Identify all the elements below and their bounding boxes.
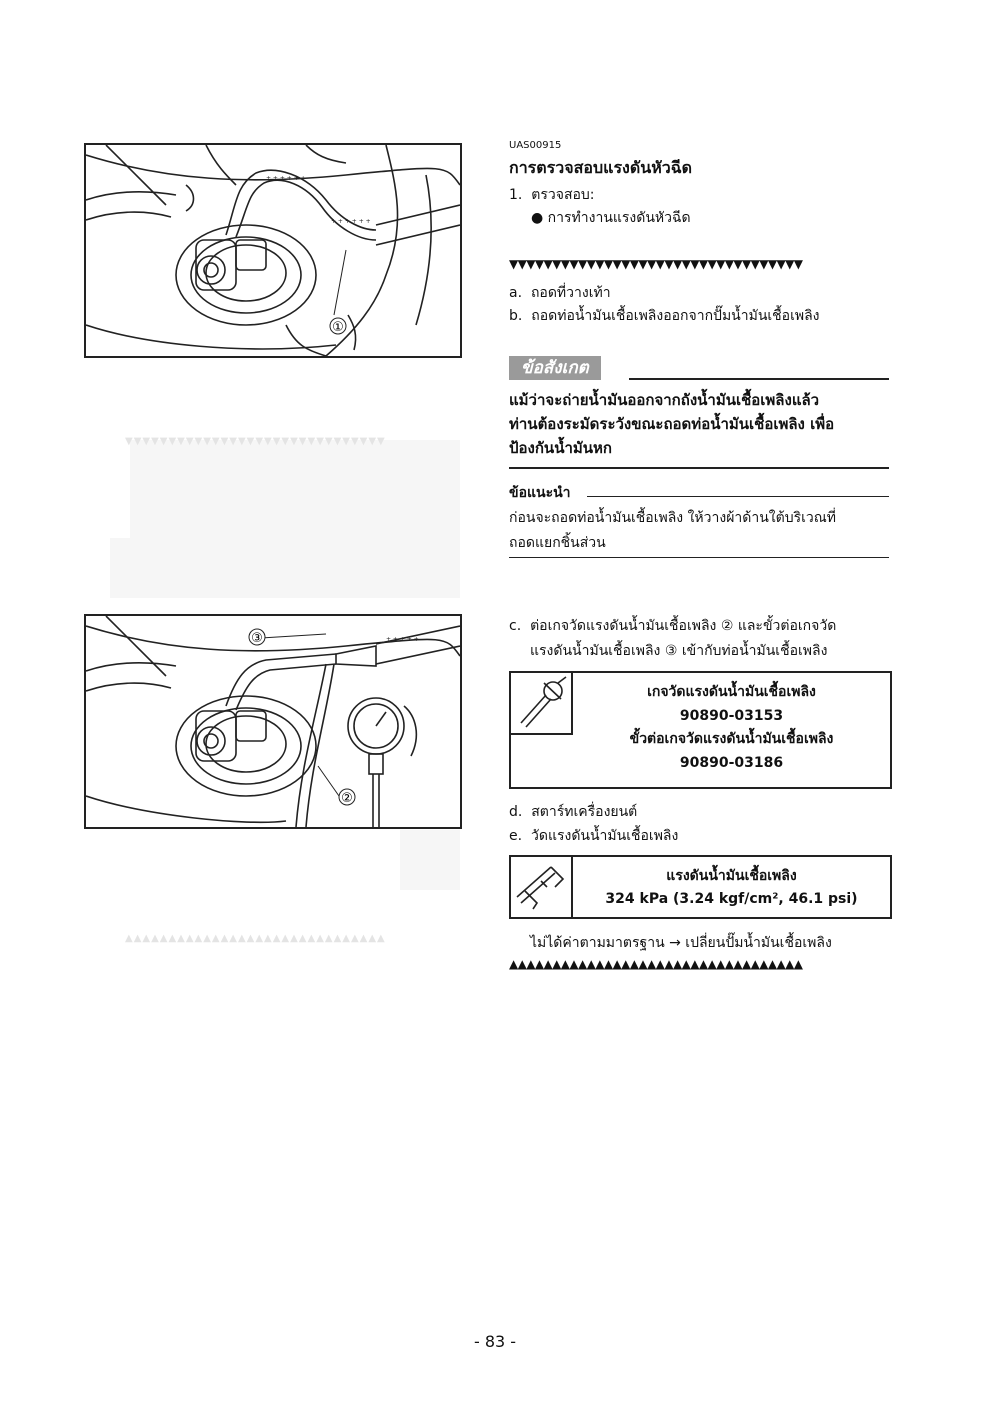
tip-line: ก่อนจะถอดท่อน้ำมันเชื้อเพลิง ให้วางผ้าด้านใต้บริเวณที่ (509, 510, 837, 526)
tool-part-number: 90890-03153 (679, 707, 784, 724)
step-c-line1: ต่อเกจวัดแรงดันน้ำมันเชื้อเพลิง ② และขั้วต่อเกจวัด (530, 618, 837, 634)
page-number: - 83 - (473, 1332, 517, 1351)
note-line: ป้องกันน้ำมันหก (509, 439, 612, 457)
fuel-pump-illustration-2 (86, 616, 460, 827)
callout-1: ① (332, 320, 344, 335)
tool-part-number: 90890-03186 (679, 754, 784, 771)
tool-name: เกจวัดแรงดันน้ำมันเชื้อเพลิง (647, 684, 816, 700)
specification-text (573, 865, 890, 911)
step-c-line2: แรงดันน้ำมันเชื้อเพลิง ③ เข้ากับท่อน้ำมันเชื้อเพลิง (530, 643, 828, 659)
step-e-label: e. (509, 828, 523, 844)
tip-label: ข้อแนะนำ (509, 485, 571, 501)
special-tool-box (509, 671, 892, 789)
svg-text:+ + + + + +: + + + + + + (266, 175, 306, 182)
bleed-through-area (130, 440, 460, 550)
bleed-through-triangles: ▲▲▲▲▲▲▲▲▲▲▲▲▲▲▲▲▲▲▲▲▲▲▲▲▲▲▲▲▲▲ (125, 933, 386, 943)
svg-text:+ + + + +: + + + + + (386, 636, 419, 643)
fuel-pump-illustration-1 (86, 145, 460, 356)
section-code: UAS00915 (509, 140, 562, 151)
bleed-through-triangles: ▼▼▼▼▼▼▼▼▼▼▼▼▼▼▼▼▼▼▼▼▼▼▼▼▼▼▼▼▼▼ (125, 436, 386, 446)
tip-header-rule (587, 496, 889, 497)
result-instruction: ไม่ได้ค่าตามมาตรฐาน → เปลี่ยนปั๊มน้ำมันเชื้อเพลิง (530, 935, 832, 951)
svg-text:+ + + + + +: + + + + + + (331, 218, 371, 225)
note-bottom-rule (509, 467, 889, 469)
tip-body (509, 506, 889, 556)
tip-bottom-rule (509, 557, 889, 558)
step-c (509, 614, 889, 664)
bleed-through-area (400, 830, 460, 890)
check-bullet (531, 207, 911, 229)
step-d-label: d. (509, 804, 523, 820)
bleed-through-area (110, 538, 460, 598)
tool-name: ขั้วต่อเกจวัดแรงดันน้ำมันเชื้อเพลิง (629, 731, 834, 747)
step-d-text: สตาร์ทเครื่องยนต์ (531, 804, 638, 820)
step-e-text: วัดแรงดันน้ำมันเชื้อเพลิง (530, 828, 679, 844)
step-b-text: ถอดท่อน้ำมันเชื้อเพลิงออกจากปั๊มน้ำมันเชื้อเพลิง (531, 308, 820, 324)
note-label: ข้อสังเกต (509, 356, 601, 380)
step-1-number: 1. (509, 187, 523, 203)
step-a (509, 282, 889, 304)
specification-box (509, 855, 892, 919)
spec-title: แรงดันน้ำมันเชื้อเพลิง (666, 868, 797, 884)
step-1-text: ตรวจสอบ: (531, 187, 595, 203)
note-header-rule (629, 378, 889, 380)
step-e (509, 825, 889, 847)
step-b-label: b. (509, 308, 523, 324)
caliper-icon (511, 857, 573, 917)
section-title: การตรวจสอบแรงดันหัวฉีด (509, 158, 693, 177)
step-a-label: a. (509, 285, 523, 301)
step-1 (509, 184, 889, 206)
step-c-label: c. (509, 618, 522, 634)
step-a-text: ถอดที่วางเท้า (530, 285, 611, 301)
special-tool-icon (511, 673, 573, 735)
note-header (509, 356, 889, 380)
tip-header (509, 482, 889, 502)
note-line: แม้ว่าจะถ่ายน้ำมันออกจากถังน้ำมันเชื้อเพลิงแล้ว (509, 391, 820, 409)
special-tool-list (573, 681, 890, 775)
triangle-row-up: ▲▲▲▲▲▲▲▲▲▲▲▲▲▲▲▲▲▲▲▲▲▲▲▲▲▲▲▲▲▲▲▲▲▲ (509, 958, 803, 970)
step-d (509, 801, 889, 823)
fuel-pump-figure-1 (84, 143, 462, 358)
callout-3: ③ (251, 631, 263, 646)
triangle-row-down: ▼▼▼▼▼▼▼▼▼▼▼▼▼▼▼▼▼▼▼▼▼▼▼▼▼▼▼▼▼▼▼▼▼▼ (509, 258, 803, 270)
spec-value: 324 kPa (3.24 kgf/cm², 46.1 psi) (605, 891, 858, 907)
note-body (509, 388, 889, 460)
note-line: ท่านต้องระมัดระวังขณะถอดท่อน้ำมันเชื้อเพลิง เพื่อ (509, 415, 835, 433)
callout-2: ② (341, 791, 353, 806)
fuel-pump-figure-2 (84, 614, 462, 829)
bullet-dot-icon: ● (531, 210, 544, 226)
bullet-text: การทำงานแรงดันหัวฉีด (547, 210, 691, 226)
step-b (509, 305, 889, 327)
tip-line: ถอดแยกชิ้นส่วน (509, 535, 606, 551)
